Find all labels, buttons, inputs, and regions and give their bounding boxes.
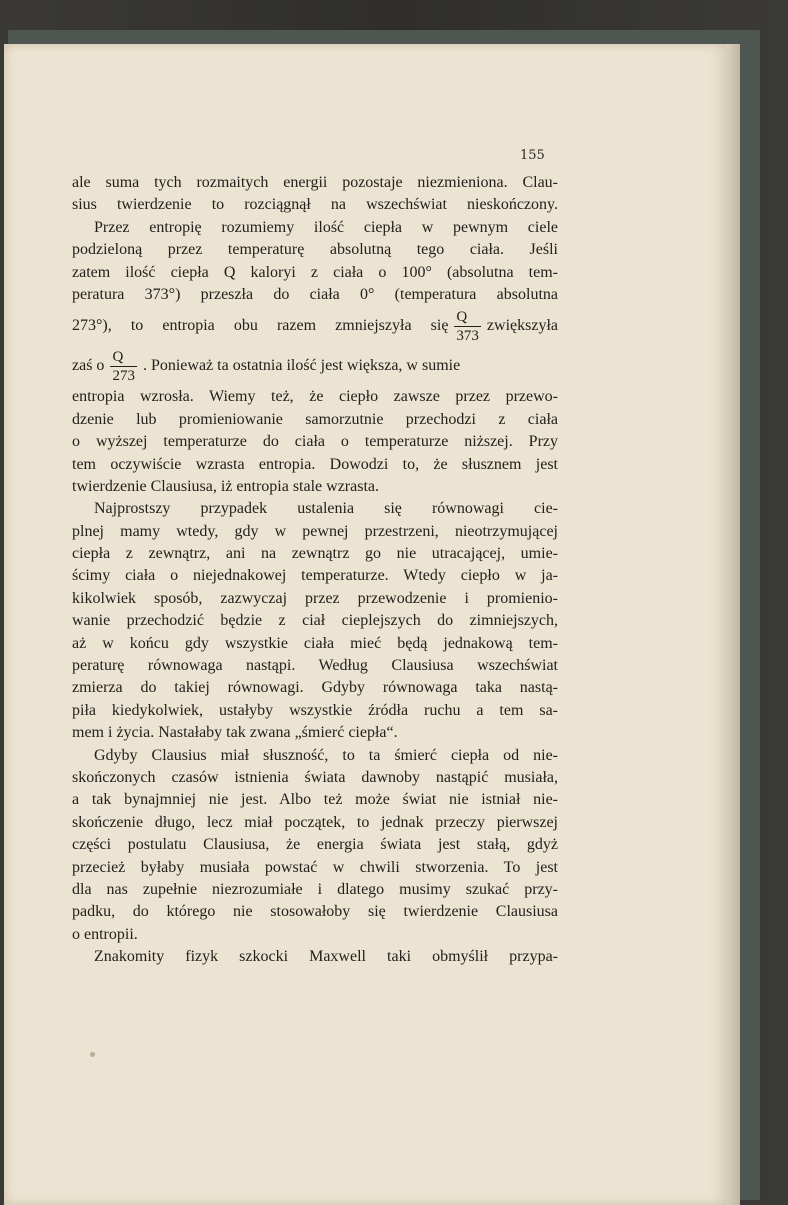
fraction-numerator: Q bbox=[110, 350, 137, 367]
fraction-denominator: 373 bbox=[456, 327, 479, 344]
paper-spot bbox=[90, 1052, 95, 1057]
text-line: dla nas zupełnie niezrozumiałe i dlatego musimy szukać przy- bbox=[72, 880, 558, 898]
fraction-q-over-373 bbox=[454, 310, 481, 344]
text-line: aż w końcu gdy wszystkie ciała mieć będą jednakową tem- bbox=[72, 634, 558, 652]
text-line: Znakomity fizyk szkocki Maxwell taki obmyślił przypa- bbox=[94, 948, 558, 966]
text-line: wanie przechodzić będzie z ciał cieplejszych do zimniejszych, bbox=[72, 612, 558, 630]
fraction-line-text-after: . Ponieważ ta ostatnia ilość jest większa, w sumie bbox=[142, 357, 461, 375]
text-line: entropia wzrosła. Wiemy też, że ciepło zawsze przez przewo- bbox=[72, 388, 558, 406]
text-line: o entropii. bbox=[72, 925, 138, 943]
text-line: mem i życia. Nastałaby tak zwana „śmierć ciepła“. bbox=[72, 724, 398, 742]
text-line: skończonych czasów istnienia świata dawnoby nastąpić musiała, bbox=[72, 768, 558, 786]
fraction-q-over-273 bbox=[110, 350, 137, 384]
text-line: ścimy ciała o niejednakowej temperaturze. Wtedy ciepło w ja- bbox=[72, 567, 558, 585]
text-line: padku, do którego nie stosowałoby się twierdzenie Clausiusa bbox=[72, 903, 558, 921]
text-line: części postulatu Clausiusa, że energia świata jest stałą, gdyż bbox=[72, 836, 558, 854]
text-line: o wyższej temperaturze do ciała o temperaturze niższej. Przy bbox=[72, 433, 558, 451]
text-line: piła kiedykolwiek, ustałyby wszystkie źródła ruchu a tem sa- bbox=[72, 701, 558, 719]
text-line: Przez entropię rozumiemy ilość ciepła w pewnym ciele bbox=[94, 218, 558, 236]
text-line: podzieloną przez temperaturę absolutną tego ciała. Jeśli bbox=[72, 241, 558, 259]
text-line: skończenie długo, lecz miał początek, to jednak przeczy pierwszej bbox=[72, 813, 558, 831]
text-line: twierdzenie Clausiusa, iż entropia stale wzrasta. bbox=[72, 477, 379, 495]
text-line: tem oczywiście wzrasta entropia. Dowodzi to, że słusznem jest bbox=[72, 455, 558, 473]
text-line: plnej mamy wtedy, gdy w pewnej przestrzeni, nieotrzymującej bbox=[72, 522, 558, 540]
fraction-denominator: 273 bbox=[112, 367, 135, 384]
text-line: ale suma tych rozmaitych energii pozostaje niezmieniona. Clau- bbox=[72, 174, 558, 191]
page-edge bbox=[726, 44, 740, 1205]
fraction-numerator: Q bbox=[454, 310, 481, 327]
fraction-line-text-before: zaś o bbox=[72, 357, 105, 375]
fraction-line-1 bbox=[72, 306, 558, 346]
fraction-line-text-after: zwiększyła bbox=[486, 317, 558, 335]
text-line: sius twierdzenie to rozciągnął na wszechświat nieskończony. bbox=[72, 196, 558, 214]
text-line: zatem ilość ciepła Q kaloryi z ciała o 100° (absolutna tem- bbox=[72, 263, 558, 281]
text-line: peratura 373°) przeszła do ciała 0° (temperatura absolutna bbox=[72, 285, 558, 303]
text-line: Najprostszy przypadek ustalenia się równowagi cie- bbox=[94, 500, 558, 518]
fraction-line-text-before: 273°), to entropia obu razem zmniejszyła się bbox=[72, 317, 449, 335]
fraction-line-2 bbox=[72, 346, 558, 386]
page-number: 155 bbox=[520, 148, 545, 163]
text-line: zmierza do takiej równowagi. Gdyby równowaga taka nastą- bbox=[72, 679, 558, 697]
text-line: kikolwiek sposób, zazwyczaj przez przewodzenie i promienio- bbox=[72, 589, 558, 607]
text-line: dzenie lub promieniowanie samorzutnie przechodzi z ciała bbox=[72, 410, 558, 428]
text-line: przecież byłaby musiała powstać w chwili stworzenia. To jest bbox=[72, 858, 558, 876]
text-line: a tak bynajmniej nie jest. Albo też może świat nie istniał nie- bbox=[72, 791, 558, 809]
body-text bbox=[72, 172, 558, 969]
text-line: ciepła z zewnątrz, ani na zewnątrz go nie utracającej, umie- bbox=[72, 545, 558, 563]
text-line: Gdyby Clausius miał słuszność, to ta śmierć ciepła od nie- bbox=[94, 746, 558, 764]
text-line: peraturę równowaga nastąpi. Według Clausiusa wszechświat bbox=[72, 657, 558, 675]
